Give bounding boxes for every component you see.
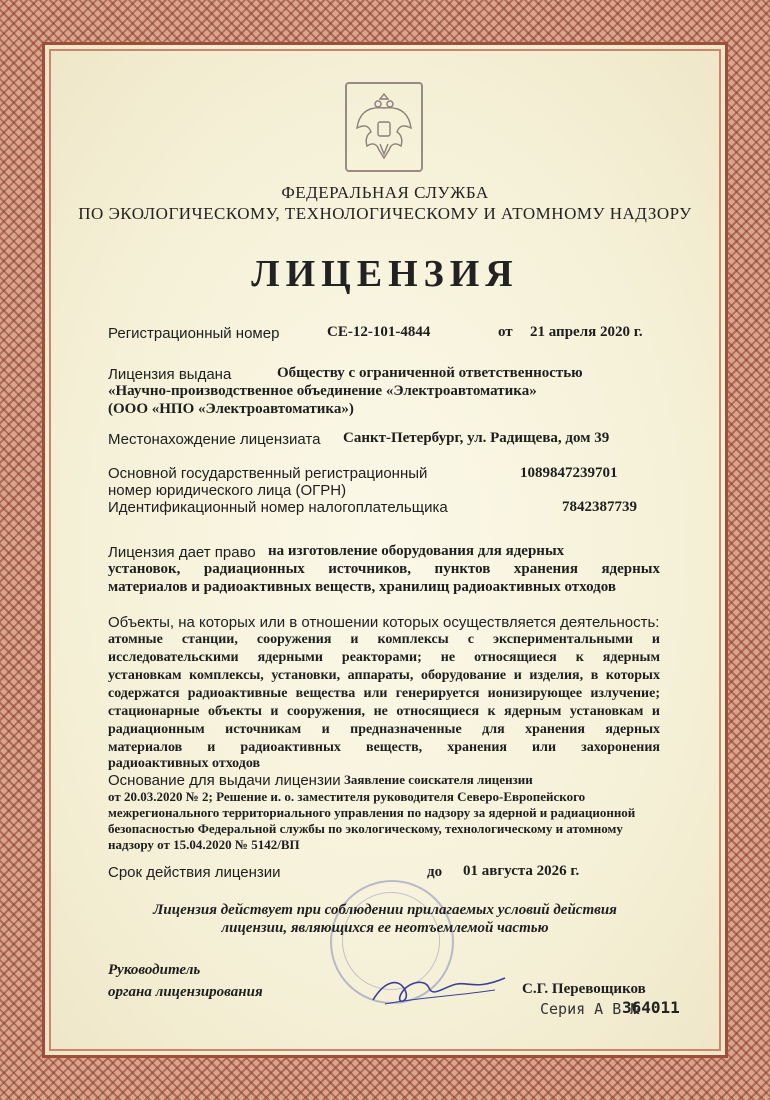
registration-number: СЕ-12-101-4844 — [327, 324, 431, 340]
basis-line5: надзору от 15.04.2020 № 5142/ВП — [108, 837, 300, 852]
location-label: Местонахождение лицензиата — [108, 431, 321, 448]
basis-line2: от 20.03.2020 № 2; Решение и. о. заместителя руководителя Северо-Европейского — [108, 789, 586, 804]
objects-line: исследовательскими ядерными реакторами; не относящиеся к ядерным — [108, 650, 660, 665]
coat-of-arms-icon — [347, 84, 421, 170]
signatory-role-line1: Руководитель — [108, 962, 201, 978]
objects-line: содержатся радиоактивные вещества или генерируется ионизирующее излучение; — [108, 686, 660, 701]
objects-line: радиационным источникам и предназначенные для хранения ядерных — [108, 722, 660, 737]
handwritten-signature — [365, 960, 515, 1020]
basis-label: Основание для выдачи лицензии — [108, 772, 341, 789]
validity-prefix: до — [427, 864, 443, 880]
rights-label: Лицензия дает право — [108, 544, 256, 561]
ogrn-value: 1089847239701 — [520, 465, 618, 481]
inn-label: Идентификационный номер налогоплательщика — [108, 499, 448, 516]
emblem-frame — [345, 82, 423, 172]
inn-value: 7842387739 — [562, 499, 637, 515]
agency-name-line1: ФЕДЕРАЛЬНАЯ СЛУЖБА — [281, 183, 489, 202]
rights-line1: на изготовление оборудования для ядерных — [268, 543, 565, 559]
validity-label: Срок действия лицензии — [108, 864, 281, 881]
issued-to-line3: (ООО «НПО «Электроавтоматика») — [108, 401, 354, 417]
registration-date: 21 апреля 2020 г. — [530, 324, 643, 340]
rights-line3: материалов и радиоактивных веществ, хранилищ радиоактивных отходов — [108, 579, 616, 595]
objects-label: Объекты, на которых или в отношении которых осуществляется деятельность: — [108, 614, 660, 631]
conditions-line1: Лицензия действует при соблюдении прилагаемых условий действия — [153, 902, 617, 918]
objects-line: стационарные объекты и сооружения, не относящиеся к ядерным установкам и — [108, 704, 660, 719]
conditions-line2: лицензии, являющихся ее неотъемлемой частью — [221, 920, 549, 936]
objects-line: атомные станции, сооружения и комплексы с экспериментальными и — [108, 632, 660, 647]
rights-line2: установок, радиационных источников, пунктов хранения ядерных — [108, 561, 660, 577]
issued-to-line1: Обществу с ограниченной ответственностью — [277, 365, 583, 381]
registration-date-prefix: от — [498, 324, 513, 340]
ogrn-label-line1: Основной государственный регистрационный — [108, 465, 428, 482]
objects-line: материалов и радиоактивных веществ, хранения или захоронения — [108, 740, 660, 755]
objects-last-line: радиоактивных отходов — [108, 756, 261, 771]
objects-line: установкам комплексы, установки, аппараты, оборудование и изделия, в которых — [108, 668, 660, 683]
series-number: 364011 — [622, 998, 680, 1017]
ogrn-label-line2: номер юридического лица (ОГРН) — [108, 482, 347, 499]
signatory-role-line2: органа лицензирования — [108, 984, 263, 1000]
agency-name-line2: ПО ЭКОЛОГИЧЕСКОМУ, ТЕХНОЛОГИЧЕСКОМУ И АТОМНОМУ НАДЗОРУ — [78, 204, 692, 223]
signatory-name: С.Г. Перевощиков — [522, 981, 646, 997]
document-title: ЛИЦЕНЗИЯ — [251, 253, 519, 295]
location-value: Санкт-Петербург, ул. Радищева, дом 39 — [343, 430, 610, 446]
registration-label: Регистрационный номер — [108, 325, 280, 342]
basis-line4: безопасностью Федеральной службы по экологическому, технологическому и атомному — [108, 821, 623, 836]
issued-to-line2: «Научно-производственное объединение «Электроавтоматика» — [108, 383, 537, 399]
basis-line3: межрегионального территориального управления по надзору за ядерной и радиационной — [108, 805, 636, 820]
series-label: Серия А В № — [540, 1000, 640, 1018]
basis-line1: Заявление соискателя лицензии — [344, 772, 533, 787]
validity-date: 01 августа 2026 г. — [463, 863, 580, 879]
issued-to-label: Лицензия выдана — [108, 366, 232, 383]
